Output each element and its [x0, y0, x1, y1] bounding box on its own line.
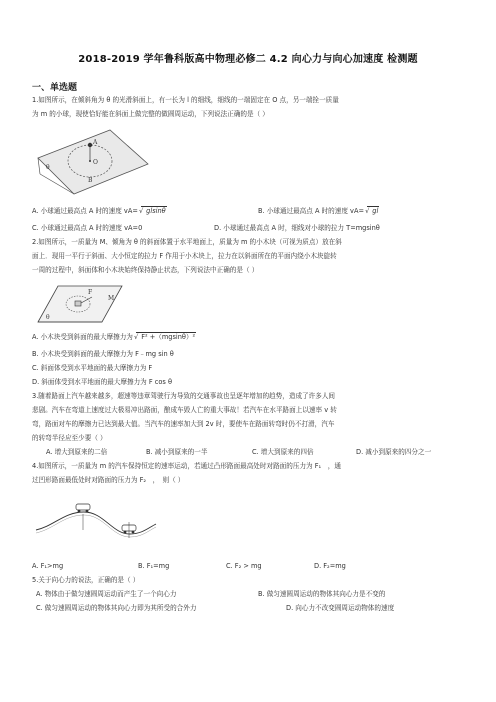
- section-heading: 一、单选题: [32, 83, 78, 93]
- pivot-o: [89, 160, 91, 162]
- road-curve-shadow: [36, 515, 156, 537]
- q4-text-line-1: 4.如图所示，一质量为 m 的汽车保持恒定的速率运动，若通过凸形路面最高处时对路面的压力为 F₁ ，通: [32, 462, 341, 470]
- q2-option-b[interactable]: B. 小木块受到斜面的最大摩擦力为 F﹣mg sin θ: [32, 350, 174, 358]
- ball-at-a: [88, 143, 92, 147]
- q1-option-a[interactable]: [32, 206, 167, 216]
- road-curve: [36, 512, 156, 534]
- q3-text-line-2: 悲剧。汽车在弯道上速度过大极易冲出路面，酿成车毁人亡的重大事故！若汽车在水平路面上以速率 v 转: [32, 406, 337, 414]
- q4-option-c[interactable]: C. F₂ > mg: [226, 562, 262, 570]
- q1-option-b-sqrt: √ gl: [367, 206, 379, 216]
- q1-option-a-sqrt: √ glsinθ: [141, 206, 167, 216]
- fig-label-b: B: [88, 177, 93, 184]
- q1-option-d[interactable]: D. 小球通过最高点 A 时，细线对小球的拉力 T=mgsinθ: [214, 224, 380, 232]
- q3-text-line-3: 弯，路面对车的摩擦力已达到最大值。当汽车的速率加大到 2v 时，要使车在路面转弯时仍不打滑，汽车: [32, 420, 335, 428]
- q3-option-a[interactable]: A. 增大到原来的二倍: [46, 448, 108, 456]
- q5-option-a[interactable]: A. 物体由于做匀速圆周运动而产生了一个向心力: [36, 590, 177, 598]
- q3-text-line-4: 的转弯半径应至少要（ ）: [32, 434, 107, 442]
- q2-option-a-text: A. 小木块受到斜面的最大摩擦力为: [32, 333, 133, 341]
- q4-option-a[interactable]: A. F₁>mg: [32, 562, 64, 570]
- q4-bumpy-road-figure: [34, 500, 158, 540]
- q2-text-line-1: 2.如图所示，一质量为 M、倾角为 θ 的斜面体置于水平地面上，质量为 m 的小木块（可视为质点）放在斜: [32, 238, 342, 246]
- q3-text-line-1: 3.随着路面上汽车越来越多，超速等违章驾驶行为导致的交通事故也呈逐年增加的趋势，造成了许多人间: [32, 392, 336, 400]
- fig-label-theta: θ: [46, 164, 50, 171]
- q5-option-d[interactable]: D. 向心力不改变圆周运动物体的速度: [286, 604, 395, 612]
- fig-label-a: A: [93, 139, 98, 146]
- q1-incline-circle-figure: [34, 124, 152, 196]
- q1-option-a-text: A. 小球通过最高点 A 时的速度 vA=: [32, 207, 138, 215]
- q1-text-line-1: 1.如图所示，在倾斜角为 θ 的光滑斜面上，有一长为 l 的细线，细线的一端固定在 O 点，另一端拴一质量: [32, 96, 339, 104]
- fig-label-theta2: θ: [46, 314, 50, 321]
- q2-option-a-sqrt: √ F² +（mgsinθ）²: [136, 332, 196, 342]
- fig-label-o: O: [93, 159, 98, 166]
- q4-option-d[interactable]: D. F₂=mg: [314, 562, 346, 570]
- car-on-hill: [76, 504, 90, 512]
- q3-option-c[interactable]: C. 增大到原来的四倍: [252, 448, 314, 456]
- fig-label-m: M: [108, 295, 115, 302]
- q3-option-d[interactable]: D. 减小到原来的四分之一: [356, 448, 432, 456]
- q5-text-line-1: 5.关于向心力的说法，正确的是（ ）: [32, 576, 140, 584]
- fig-label-f: F: [88, 289, 93, 296]
- q1-option-b-text: B. 小球通过最高点 A 时的速度 vA=: [258, 207, 364, 215]
- q1-option-c[interactable]: C. 小球通过最高点 A 时的速度 vA=0: [32, 224, 143, 232]
- q1-option-b[interactable]: [258, 206, 379, 216]
- q2-option-c[interactable]: C. 斜面体受到水平地面的最大摩擦力为 F: [32, 364, 153, 372]
- q2-option-d[interactable]: D. 斜面体受到水平地面的最大摩擦力为 F cos θ: [32, 378, 172, 386]
- q5-option-c[interactable]: C. 做匀速圆周运动的物体其向心力即为其所受的合外力: [36, 604, 197, 612]
- q1-text-line-2: 为 m 的小球，现使恰好能在斜面上做完整的做圆周运动，下列说法正确的是（ ）: [32, 110, 269, 118]
- document-title: 2018-2019 学年鲁科版高中物理必修二 4.2 向心力与向心加速度 检测题: [78, 54, 418, 65]
- q2-text-line-2: 面上．现用一平行于斜面、大小恒定的拉力 F 作用于小木块上，拉力在以斜面所在的平面内绕小木块旋转: [32, 252, 337, 260]
- q2-text-line-3: 一周的过程中，斜面体和小木块始终保持静止状态，下列说法中正确的是（ ）: [32, 266, 259, 274]
- q2-option-a[interactable]: [32, 332, 196, 342]
- q4-text-line-2: 过凹形路面最低处时对路面的压力为 F₂ ， 则（ ）: [32, 476, 185, 484]
- q4-option-b[interactable]: B. F₁=mg: [138, 562, 170, 570]
- q2-incline-block-figure: [34, 280, 126, 328]
- q5-option-b[interactable]: B. 做匀速圆周运动的物体其向心力是不变的: [258, 590, 386, 598]
- incline-edge: [38, 158, 40, 174]
- q3-option-b[interactable]: B. 减小到原来的一半: [146, 448, 208, 456]
- small-block: [75, 301, 81, 306]
